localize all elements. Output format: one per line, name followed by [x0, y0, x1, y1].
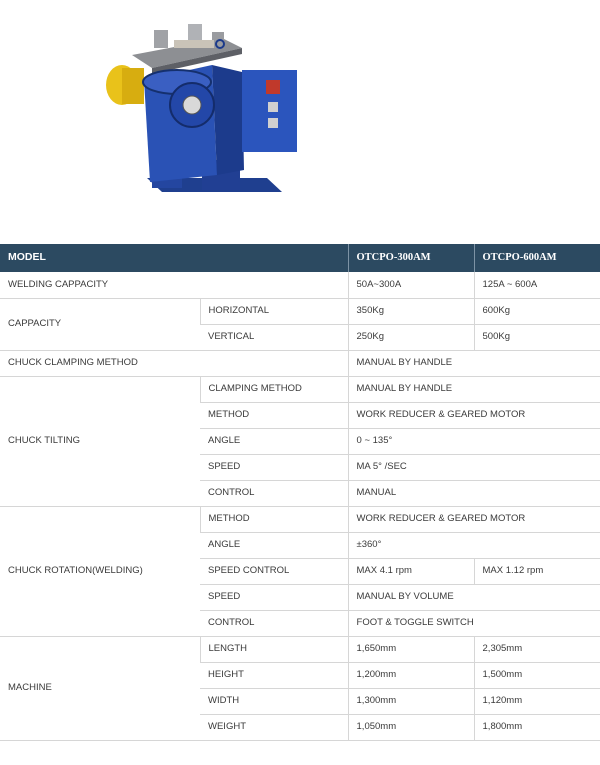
sub-label: ANGLE — [200, 428, 348, 454]
sub-label: METHOD — [200, 506, 348, 532]
cell-value: FOOT & TOGGLE SWITCH — [348, 610, 600, 636]
cell-value: MANUAL — [348, 480, 600, 506]
table-row — [0, 376, 600, 402]
sub-label: SPEED — [200, 454, 348, 480]
cell-value: 1,200mm — [348, 662, 474, 688]
cell-value: MANUAL BY HANDLE — [348, 376, 600, 402]
welding-positioner-machine-photo — [92, 10, 312, 202]
group-label: CAPPACITY — [0, 298, 200, 350]
sub-label: HORIZONTAL — [200, 298, 348, 324]
cell-value: MANUAL BY HANDLE — [348, 350, 600, 376]
cell-value: 1,500mm — [474, 662, 600, 688]
cell-value: MANUAL BY VOLUME — [348, 584, 600, 610]
header-model: MODEL — [0, 244, 348, 272]
sub-label: SPEED CONTROL — [200, 558, 348, 584]
cell-value: WORK REDUCER & GEARED MOTOR — [348, 506, 600, 532]
cell-value: ±360° — [348, 532, 600, 558]
cell-value: 125A ~ 600A — [474, 272, 600, 298]
spec-table — [0, 244, 600, 741]
cell-value: 1,300mm — [348, 688, 474, 714]
cell-value: 0 ~ 135° — [348, 428, 600, 454]
sub-label: VERTICAL — [200, 324, 348, 350]
sub-label: CLAMPING METHOD — [200, 376, 348, 402]
cell-value: 1,050mm — [348, 714, 474, 740]
cell-value: 500Kg — [474, 324, 600, 350]
row-label: WELDING CAPPACITY — [0, 272, 348, 298]
group-label: MACHINE — [0, 636, 200, 740]
cell-value: MAX 1.12 rpm — [474, 558, 600, 584]
cell-value: 250Kg — [348, 324, 474, 350]
sub-label: CONTROL — [200, 480, 348, 506]
sub-label: CONTROL — [200, 610, 348, 636]
header-model-300am: OTCPO-300AM — [348, 244, 474, 272]
table-row — [0, 506, 600, 532]
table-row — [0, 272, 600, 298]
sub-label: METHOD — [200, 402, 348, 428]
sub-label: WIDTH — [200, 688, 348, 714]
header-model-600am: OTCPO-600AM — [474, 244, 600, 272]
cell-value: 1,650mm — [348, 636, 474, 662]
row-label: CHUCK CLAMPING METHOD — [0, 350, 348, 376]
cell-value: WORK REDUCER & GEARED MOTOR — [348, 402, 600, 428]
table-row — [0, 298, 600, 324]
cell-value: 50A~300A — [348, 272, 474, 298]
sub-label: SPEED — [200, 584, 348, 610]
cell-value: 350Kg — [348, 298, 474, 324]
cell-value: 600Kg — [474, 298, 600, 324]
group-label: CHUCK ROTATION(WELDING) — [0, 506, 200, 636]
sub-label: ANGLE — [200, 532, 348, 558]
cell-value: MAX 4.1 rpm — [348, 558, 474, 584]
group-label: CHUCK TILTING — [0, 376, 200, 506]
table-header-row — [0, 244, 600, 272]
table-row — [0, 636, 600, 662]
sub-label: LENGTH — [200, 636, 348, 662]
cell-value: 1,120mm — [474, 688, 600, 714]
table-row — [0, 350, 600, 376]
cell-value: MA 5° /SEC — [348, 454, 600, 480]
sub-label: WEIGHT — [200, 714, 348, 740]
cell-value: 2,305mm — [474, 636, 600, 662]
cell-value: 1,800mm — [474, 714, 600, 740]
sub-label: HEIGHT — [200, 662, 348, 688]
